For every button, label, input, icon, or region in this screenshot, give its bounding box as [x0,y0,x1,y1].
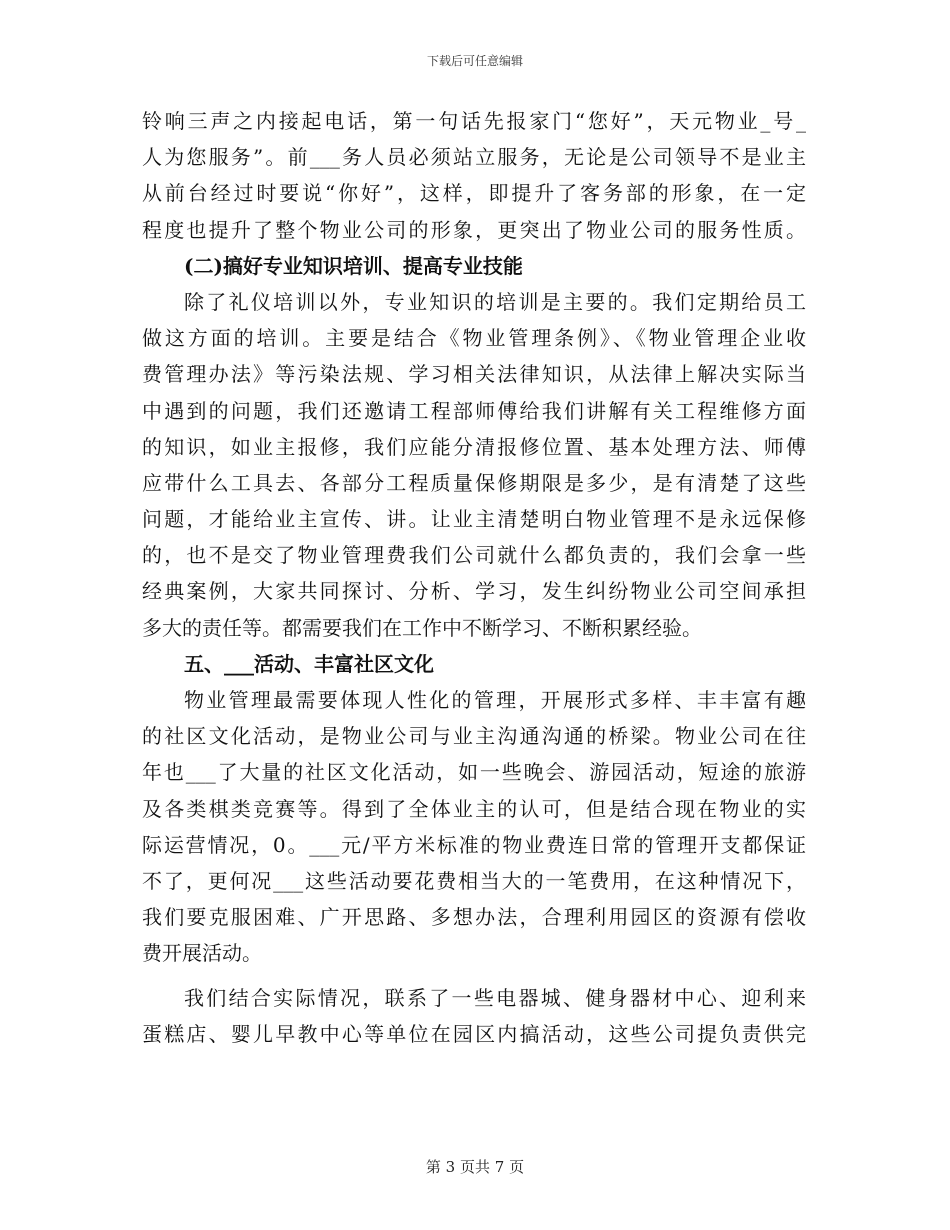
paragraph-line: 经典案例，大家共同探讨、分析、学习，发生纠纷物业公司空间承担 [142,579,806,604]
paragraph-line: 除了礼仪培训以外，专业知识的培训是主要的。我们定期给员工 [184,289,806,314]
paragraph-line: 际运营情况，0。___元/平方米标准的物业费连日常的管理开支都保证 [142,832,806,857]
paragraph-line: 做这方面的培训。主要是结合《物业管理条例》、《物业管理企业收 [142,326,806,351]
paragraph-line: 及各类棋类竞赛等。得到了全体业主的认可，但是结合现在物业的实 [142,796,806,821]
paragraph-line: 年也___了大量的社区文化活动，如一些晚会、游园活动，短途的旅游 [142,760,806,785]
paragraph-line: 费管理办法》等污染法规、学习相关法律知识，从法律上解决实际当 [142,362,806,387]
paragraph-line: 从前台经过时要说“你好”，这样，即提升了客务部的形象，在一定 [142,181,806,206]
paragraph-line: 程度也提升了整个物业公司的形象，更突出了物业公司的服务性质。 [142,217,806,242]
paragraph-line: 物业管理最需要体现人性化的管理，开展形式多样、丰丰富有趣 [184,688,806,712]
paragraph-line: 的知识，如业主报修，我们应能分清报修位置、基本处理方法、师傅 [142,434,806,459]
paragraph-line: 应带什么工具去、各部分工程质量保修期限是多少，是有清楚了这些 [142,470,806,495]
paragraph-line: 的社区文化活动，是物业公司与业主沟通沟通的桥梁。物业公司在往 [142,724,806,749]
paragraph-spacer [142,972,806,980]
section-heading: 五、___活动、丰富社区文化 [184,651,434,676]
section-heading: (二)搞好专业知识培训、提高专业技能 [184,253,523,278]
paragraph-line: 中遇到的问题，我们还邀请工程部师傅给我们讲解有关工程维修方面 [142,398,806,423]
paragraph-line: 的，也不是交了物业管理费我们公司就什么都负责的，我们会拿一些 [142,543,806,568]
paragraph-line: 人为您服务”。前___务人员必须站立服务，无论是公司领导不是业主 [142,145,806,170]
paragraph-line: 费开展活动。 [142,941,262,966]
paragraph-line: 问题，才能给业主宣传、讲。让业主清楚明白物业管理不是永远保修 [142,507,806,532]
page-header: 下载后可任意编辑 [426,54,523,68]
paragraph-line: 铃响三声之内接起电话，第一句话先报家门“您好”，天元物业_号_ [142,109,806,133]
page-number: 第 3 页共 7 页 [425,1158,525,1176]
paragraph-line: 我们要克服困难、广开思路、多想办法，合理利用园区的资源有偿收 [142,905,806,930]
paragraph-line: 不了，更何况___这些活动要花费相当大的一笔费用，在这种情况下， [142,868,806,893]
document-body [142,103,806,1052]
paragraph-line: 我们结合实际情况，联系了一些电器城、健身器材中心、迎利来 [184,985,806,1010]
paragraph-line: 蛋糕店、婴儿早教中心等单位在园区内搞活动，这些公司提负责供完 [142,1021,806,1046]
paragraph-line: 多大的责任等。都需要我们在工作中不断学习、不断积累经验。 [142,615,702,640]
